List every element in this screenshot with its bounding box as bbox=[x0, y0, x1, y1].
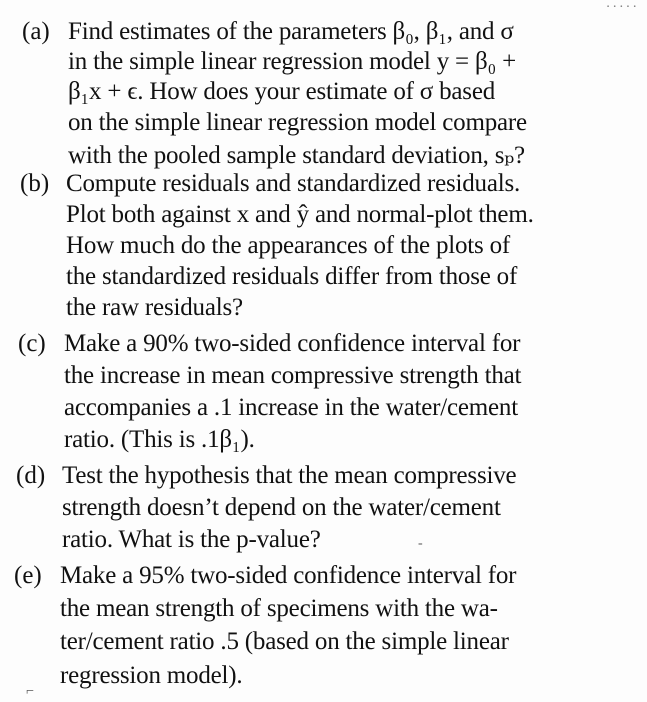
text-line: Make a 90% two-sided confidence interval for bbox=[64, 330, 521, 357]
text-line: How much do the appearances of the plots of bbox=[66, 232, 511, 259]
text-line: with the pooled sample standard deviation, sₚ? bbox=[68, 142, 525, 169]
part-label: (b) bbox=[20, 170, 50, 197]
text-line: ter/cement ratio .5 (based on the simple linear bbox=[60, 628, 509, 655]
text-line: ratio. (This is .1β₁). bbox=[64, 426, 255, 453]
text-line: Find estimates of the parameters β₀, β₁, and σ bbox=[68, 18, 514, 45]
top-edge-dots: ····· bbox=[605, 0, 639, 15]
text-line: the increase in mean compressive strength that bbox=[64, 362, 522, 389]
text-line: ratio. What is the p-value? bbox=[62, 526, 321, 553]
ink-speck: ⌐ bbox=[26, 684, 34, 699]
part-label: (a) bbox=[22, 18, 50, 45]
text-line: strength doesn’t depend on the water/cement bbox=[62, 494, 501, 521]
text-line: Compute residuals and standardized residuals. bbox=[66, 170, 521, 197]
text-line: the standardized residuals differ from those of bbox=[66, 263, 518, 290]
text-line: the mean strength of specimens with the wa- bbox=[60, 595, 498, 622]
text-line: in the simple linear regression model y = β₀ + bbox=[68, 48, 516, 75]
text-line: the raw residuals? bbox=[66, 294, 243, 321]
text-line: Plot both against x and ŷ and normal-plot them. bbox=[66, 201, 534, 228]
part-label: (d) bbox=[16, 462, 46, 489]
text-line: on the simple linear regression model compare bbox=[68, 109, 527, 136]
part-label: (e) bbox=[14, 562, 42, 589]
text-line: Make a 95% two-sided confidence interval for bbox=[60, 562, 517, 589]
part-label: (c) bbox=[18, 330, 46, 357]
text-line: accompanies a .1 increase in the water/cement bbox=[64, 394, 518, 421]
text-line: regression model). bbox=[60, 662, 243, 689]
ink-speck: - bbox=[418, 536, 423, 551]
text-line: β₁x + ϵ. How does your estimate of σ based bbox=[68, 78, 496, 105]
text-line: Test the hypothesis that the mean compressive bbox=[62, 462, 517, 489]
